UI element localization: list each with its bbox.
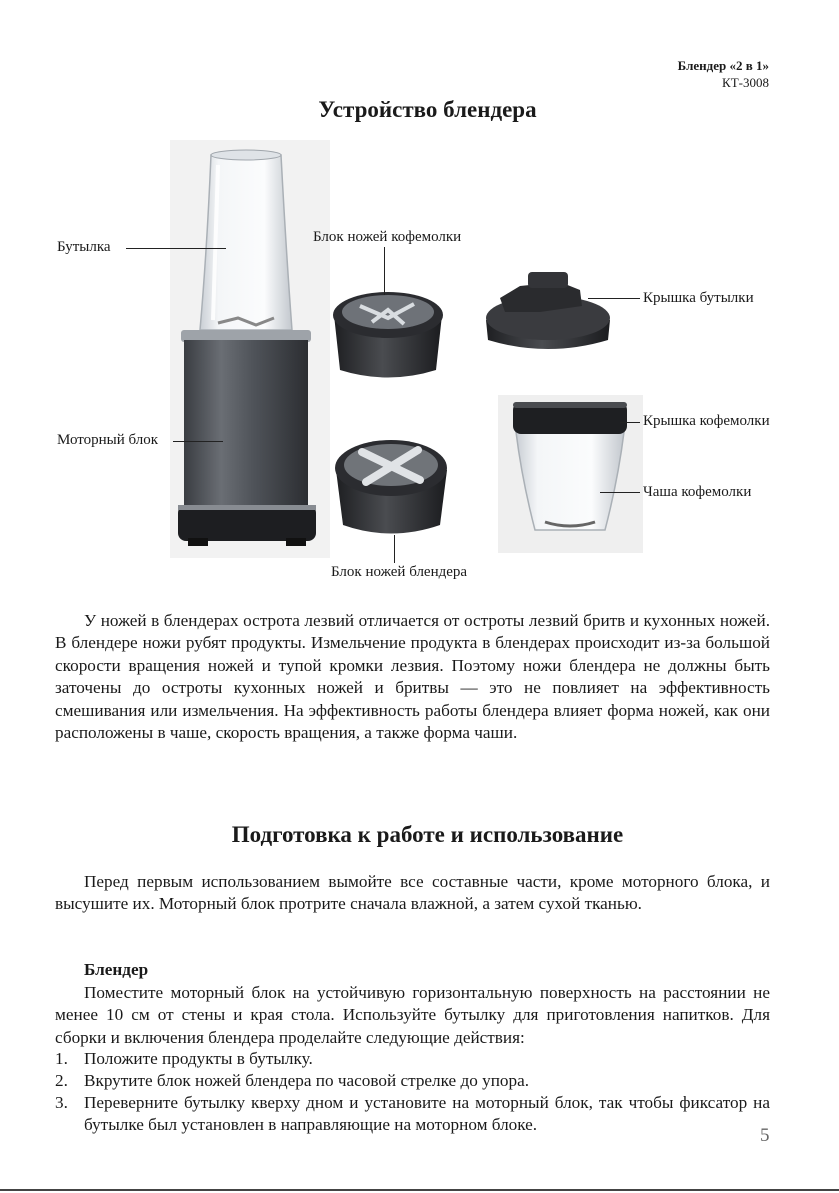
grinder-cup-shape (513, 402, 627, 530)
header-model: КТ-3008 (722, 75, 769, 90)
header-brand: Блендер «2 в 1» (677, 58, 769, 73)
label-motor: Моторный блок (57, 432, 159, 448)
blender-paragraph: Поместите моторный блок на устойчивую горизонтальную поверхность на расстоянии не менее 10 см от стены и края стола. Используйте бутылку для приготовления напитков. Для сборки и включения блендера проделайте следующие действия: (55, 983, 770, 1047)
bottle-shape (200, 150, 292, 330)
step-item: 2. Вкрутите блок ножей блендера по часовой стрелке до упора. (55, 1071, 530, 1090)
label-grinder-bowl: Чаша кофемолки (643, 484, 752, 500)
step-item: 1. Положите продукты в бутылку. (55, 1049, 313, 1068)
label-grinder-lid: Крышка кофемолки (643, 413, 770, 429)
motor-block-shape (178, 330, 316, 546)
label-grinder-blade: Блок ножей кофемолки (313, 229, 462, 245)
label-blender-blade: Блок ножей блендера (331, 564, 468, 580)
section-title-device: Устройство блендера (318, 97, 537, 122)
label-bottle-lid: Крышка бутылки (643, 290, 754, 306)
subheading-blender: Блендер (84, 960, 149, 979)
step-item: 3. Переверните бутылку кверху дном и установите на моторный блок, так чтобы фиксатор на бутылке был установлен в направляющие на моторном блоке. (55, 1093, 770, 1135)
bottom-rule (0, 1189, 839, 1191)
label-bottle: Бутылка (57, 239, 111, 255)
page-number: 5 (760, 1125, 770, 1146)
bottle-lid-shape (486, 272, 610, 349)
blender-blade-shape (335, 440, 447, 534)
grinder-blade-shape (333, 292, 443, 378)
section-title-prep: Подготовка к работе и использование (231, 822, 624, 847)
prep-paragraph: Перед первым использованием вымойте все составные части, кроме моторного блока, и высушите их. Моторный блок протрите сначала влажной, а затем сухой тканью. (55, 872, 770, 914)
device-paragraph: У ножей в блендерах острота лезвий отличается от остроты лезвий бритв и кухонных ножей. В блендере ножи рубят продукты. Измельчение продукта в блендерах происходит из-за большой скорости вращения ножей и тупой кромки лезвия. Поэтому ножи блендера не должны быть заточены до остроты кухонных ножей и бритвы — это не повлияет на эффективность смешивания или измельчения. На эффективность работы блендера влияет форма ножей, как они расположены в чаше, скорость вращения, а также форма чаши. (55, 611, 770, 743)
